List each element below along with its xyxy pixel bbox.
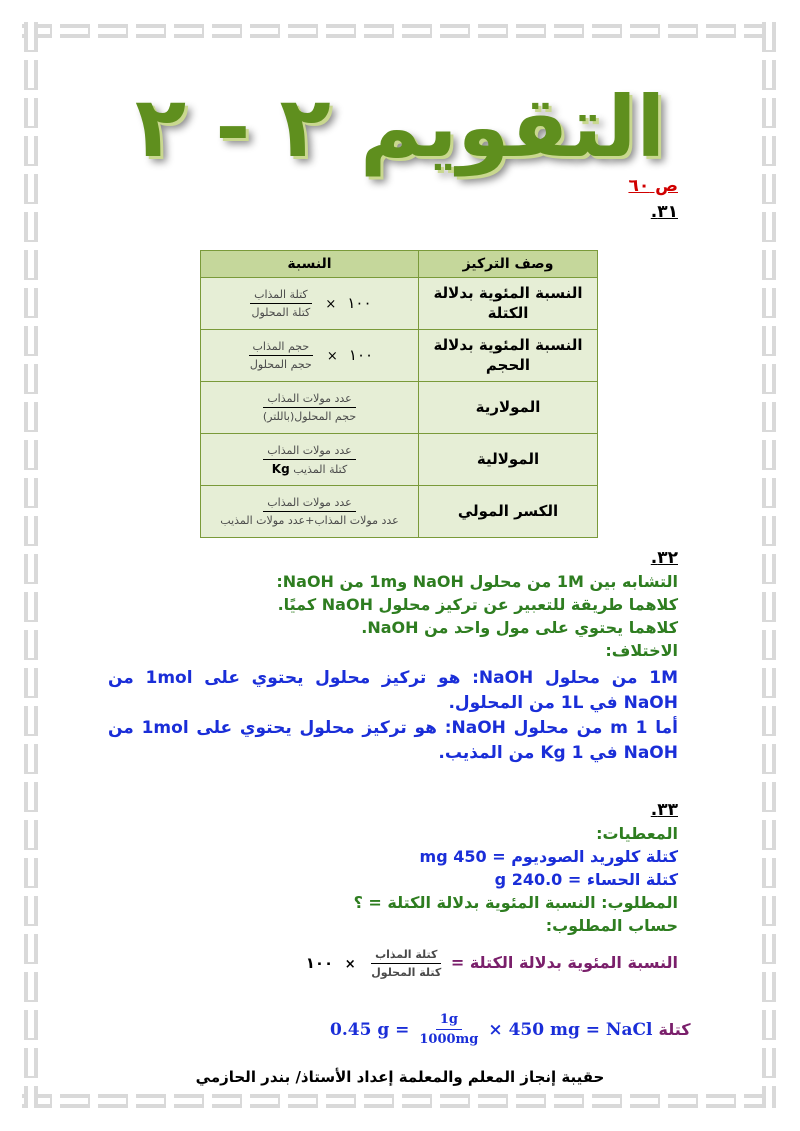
conversion-numerator: 1g: [436, 1012, 462, 1030]
difference-heading: الاختلاف:: [605, 641, 678, 660]
row-formula: [201, 330, 419, 382]
fraction-denominator: حجم المحلول: [249, 358, 312, 371]
equation-factor: ١٠٠: [305, 954, 334, 972]
table-row: [201, 382, 598, 434]
table-header-cell: وصف التركيز: [419, 251, 598, 278]
row-description: المولارية: [419, 382, 598, 434]
table-row: [201, 330, 598, 382]
similarity-heading: التشابه بين 1M من محلول NaOH و1m من NaOH:: [276, 572, 678, 591]
equation-numerator: كتلة المذاب: [371, 948, 441, 964]
table-header-cell: النسبة: [201, 251, 419, 278]
concentration-table: [200, 250, 598, 538]
row-description: النسبة المئوية بدلالة الحجم: [419, 330, 598, 382]
factor-hundred: ١٠٠: [347, 294, 372, 312]
question-32-similarity: [118, 570, 678, 662]
fraction-numerator: كتلة المذاب: [250, 288, 312, 304]
given-heading: المعطيات:: [596, 824, 678, 843]
mass-percent-equation: [306, 948, 678, 979]
page-border-right: [762, 22, 776, 1108]
row-formula: [201, 434, 419, 486]
calc-heading: حساب المطلوب:: [545, 916, 678, 935]
equation-denominator: كتلة المحلول: [371, 966, 442, 979]
row-description: المولالية: [419, 434, 598, 486]
row-formula: [201, 278, 419, 330]
equation-fraction: [367, 948, 445, 979]
times-sign: ×: [326, 349, 338, 364]
calc-label: كتلة: [658, 1020, 691, 1039]
fraction: [246, 340, 316, 371]
times-sign: ×: [325, 297, 337, 312]
nacl-mass-calculation: [330, 1012, 691, 1047]
calc-right: × 450 mg = NaCl: [488, 1019, 653, 1040]
fraction: [247, 288, 314, 319]
calc-result: 0.45 g =: [330, 1019, 410, 1040]
table-row: [201, 486, 598, 538]
row-formula: [201, 486, 419, 538]
fraction-denominator: حجم المحلول(باللتر): [262, 410, 357, 423]
fraction-denominator: [268, 460, 351, 476]
similarity-point: كلاهما يحتوي على مول واحد من NaOH.: [361, 618, 678, 637]
row-formula: [201, 382, 419, 434]
required-text: المطلوب: النسبة المئوية بدلالة الكتلة = ؟: [353, 893, 678, 912]
equation-times: ×: [344, 957, 356, 972]
kg-unit: Kg: [271, 461, 290, 476]
table-row: [201, 434, 598, 486]
page-footer: حقيبة إنجاز المعلم والمعلمة إعداد الأستاذ/ بندر الحازمي: [195, 1068, 605, 1086]
difference-point: أما 1 m من محلول NaOH: هو تركيز محلول يحتوي على 1mol من NaOH في 1 Kg من المذيب.: [108, 718, 678, 763]
question-31-number: .٣١: [650, 202, 678, 222]
given-value: كتلة كلوريد الصوديوم = 450 mg: [419, 847, 678, 866]
page-title: التقويم ٢ - ٢: [134, 78, 666, 176]
equation-label: النسبة المئوية بدلالة الكتلة =: [450, 953, 678, 972]
page-border-bottom: [22, 1094, 778, 1108]
fraction-denominator: عدد مولات المذاب+عدد مولات المذيب: [220, 514, 399, 527]
question-32-difference: [108, 666, 678, 766]
similarity-point: كلاهما طريقة للتعبير عن تركيز محلول NaOH كميًا.: [277, 595, 678, 614]
denominator-text: كتلة المذيب: [293, 462, 348, 476]
question-32-number: .٣٢: [650, 548, 678, 568]
given-value: كتلة الحساء = 240.0 g: [494, 870, 678, 889]
page-reference: ص ٦٠: [628, 176, 678, 196]
row-description: الكسر المولي: [419, 486, 598, 538]
fraction: [263, 444, 355, 476]
table-header-row: [201, 251, 598, 278]
question-33-given: [118, 822, 678, 937]
question-33-number: .٣٣: [650, 800, 678, 820]
conversion-denominator: 1000mg: [419, 1032, 479, 1047]
fraction-numerator: عدد مولات المذاب: [263, 496, 355, 512]
page-border-top: [22, 24, 778, 38]
fraction-denominator: كتلة المحلول: [251, 306, 311, 319]
row-description: النسبة المئوية بدلالة الكتلة: [419, 278, 598, 330]
page-border-left: [24, 22, 38, 1108]
factor-hundred: ١٠٠: [348, 346, 374, 364]
fraction-numerator: حجم المذاب: [249, 340, 314, 356]
fraction: [259, 392, 360, 423]
difference-point: 1M من محلول NaOH: هو تركيز محلول يحتوي على 1mol من NaOH في 1L من المحلول.: [108, 668, 678, 713]
table-row: [201, 278, 598, 330]
fraction-numerator: عدد مولات المذاب: [263, 444, 355, 460]
conversion-fraction: [415, 1012, 482, 1047]
fraction-numerator: عدد مولات المذاب: [263, 392, 355, 408]
fraction: [216, 496, 402, 527]
